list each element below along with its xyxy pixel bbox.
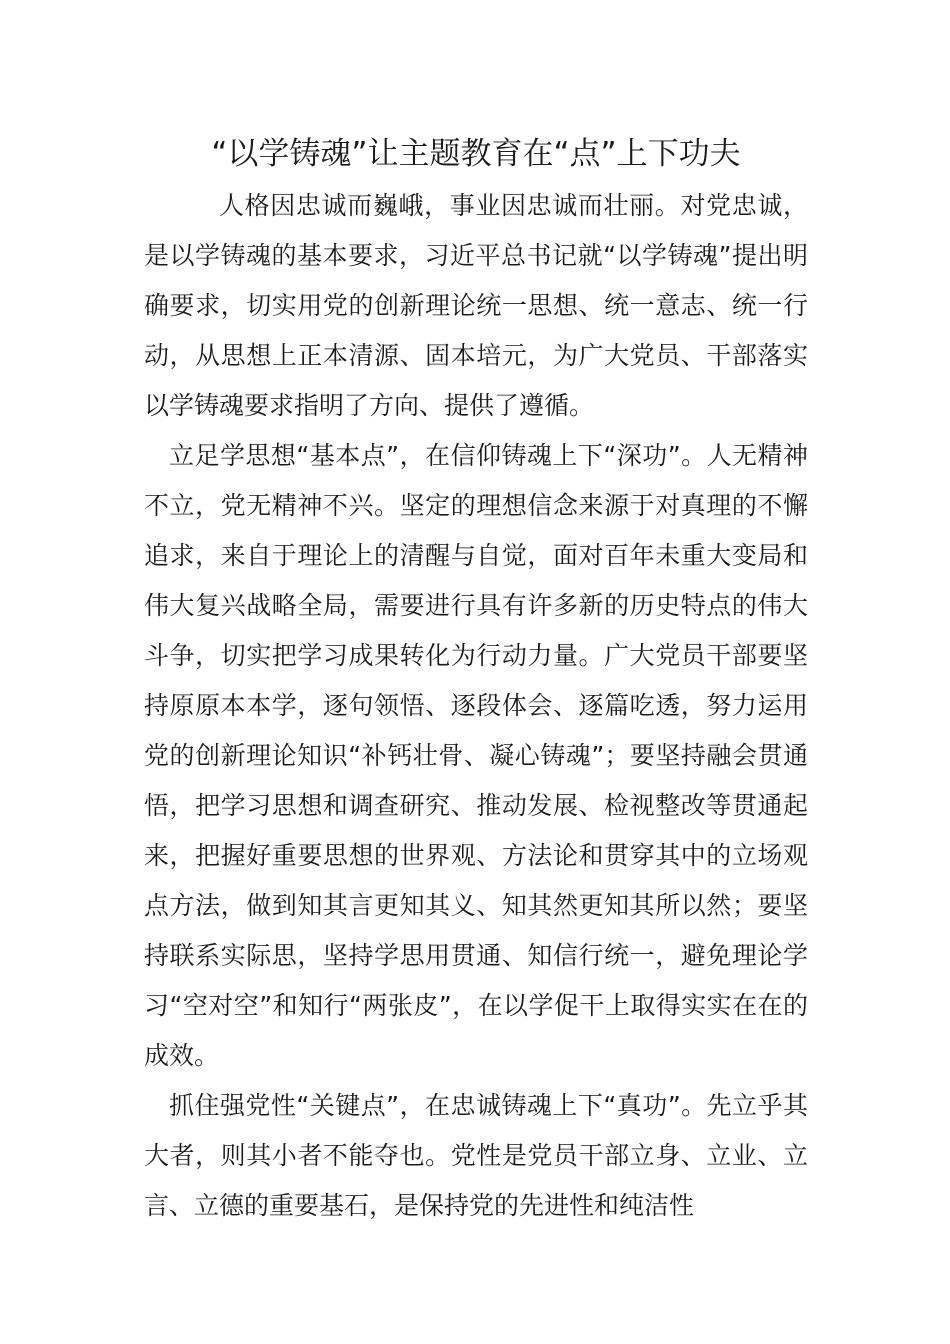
- document-body: [144, 127, 808, 1231]
- paragraph-study-thought: 立足学思想“基本点”，在信仰铸魂上下“深功”。人无精神不立，党无精神不兴。坚定的理想信念来源于对真理的不懈追求，来自于理论上的清醒与自觉，面对百年未重大变局和伟大复兴战略全局，需要进行具有许多新的历史特点的伟大斗争，切实把学习成果转化为行动力量。广大党员干部要坚持原原本本学，逐句领悟、逐段体会、逐篇吃透，努力运用党的创新理论知识“补钙壮骨、凝心铸魂”；要坚持融会贯通悟，把学习思想和调查研究、推动发展、检视整改等贯通起来，把握好重要思想的世界观、方法论和贯穿其中的立场观点方法，做到知其言更知其义、知其然更知其所以然；要坚持联系实际思，坚持学思用贯通、知信行统一，避免理论学习“空对空”和知行“两张皮”，在以学促干上取得实实在在的成效。: [144, 441, 808, 1070]
- paragraph-party-spirit: 抓住强党性“关键点”，在忠诚铸魂上下“真功”。先立乎其大者，则其小者不能夺也。党性是党员干部立身、立业、立言、立德的重要基石，是保持党的先进性和纯洁性: [144, 1091, 808, 1220]
- paragraph-intro: 人格因忠诚而巍峨，事业因忠诚而壮丽。对党忠诚，是以学铸魂的基本要求，习近平总书记就“以学铸魂”提出明确要求，切实用党的创新理论统一思想、统一意志、统一行动，从思想上正本清源、固本培元，为广大党员、干部落实以学铸魂要求指明了方向、提供了遵循。: [144, 191, 808, 420]
- document-title: “以学铸魂”让主题教育在“点”上下功夫: [211, 136, 741, 172]
